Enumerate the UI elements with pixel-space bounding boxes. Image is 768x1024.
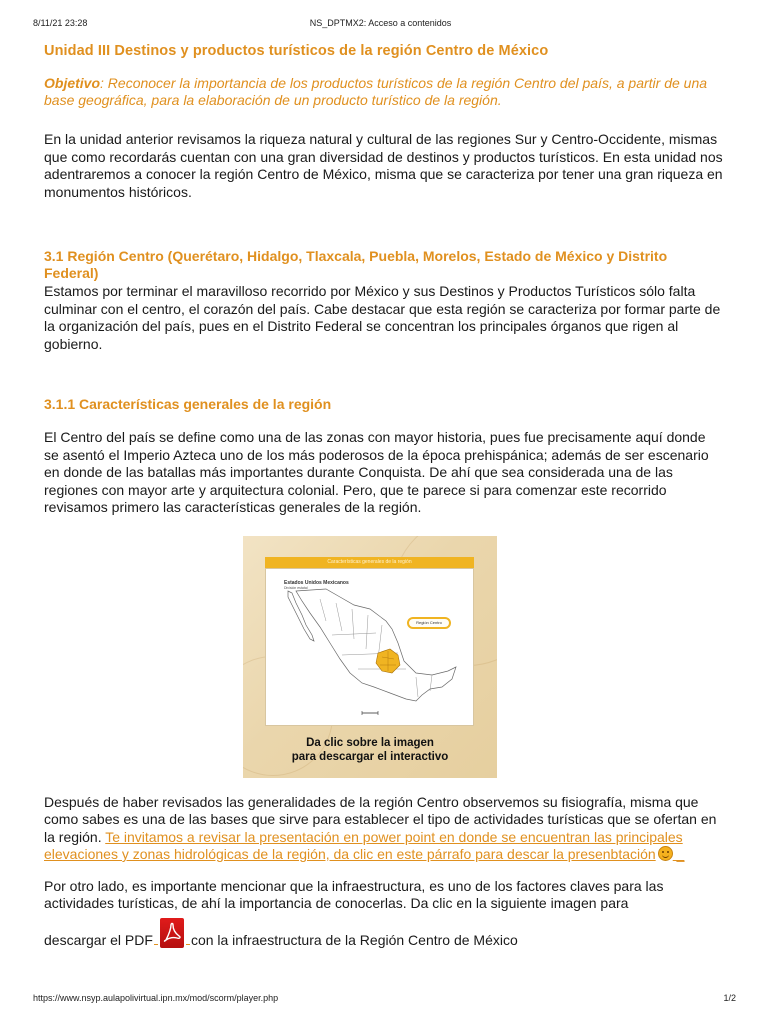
region-centro-button[interactable]: Región Centro [407,617,451,629]
scorm-content [44,42,724,955]
print-url: https://www.nsyp.aulapolivirtual.ipn.mx/mod/scorm/player.php [33,993,279,1003]
map-banner: Características generales de la región [265,557,474,568]
cta-line-1: Da clic sobre la imagen [306,736,434,749]
mexico-map-panel [265,568,474,726]
infrastructure-paragraph [44,878,724,955]
objective-text: : Reconocer la importancia de los productos turísticos de la región Centro del país, a partir de una base geográfica, para la elaboración de un producto turístico de la región. [44,75,708,108]
section-3-1-paragraph: Estamos por terminar el maravilloso recorrido por México y sus Destinos y Productos Turísticos sólo falta culminar con el centro, el corazón del país. Cabe destacar que esta región se caracteriza por formar parte de la organización del país, pues en el Distrito Federal se concentran los principales órganos que rigen al gobierno. [44,283,721,352]
pdf-link-underscore [186,933,190,945]
presentation-link-trailing: _ [672,846,685,862]
mexico-map-icon [266,569,473,725]
objective-label: Objetivo [44,75,101,91]
download-interactive-caption [243,736,497,764]
map-panel-title: Estados Unidos Mexicanos [284,579,349,586]
physiography-paragraph [44,794,724,864]
section-3-1-1-heading: 3.1.1 Características generales de la región [44,396,332,412]
unit-title: Unidad III Destinos y productos turísticos de la región Centro de México [44,43,549,59]
pdf-text-after: con la infraestructura de la Región Centro de México [190,931,518,948]
pdf-icon[interactable] [159,918,185,948]
objective [44,75,724,109]
smiley-icon [658,846,673,861]
presentation-download-link[interactable] [44,829,684,863]
print-page-number: 1/2 [723,993,736,1003]
pdf-link-underscore [154,933,158,945]
print-page-title: NS_DPTMX2: Acceso a contenidos [309,18,452,28]
print-datetime: 8/11/21 23:28 [33,18,88,28]
cta-line-2: para descargar el interactivo [291,750,449,763]
section-3-1-heading: 3.1 Región Centro (Querétaro, Hidalgo, Tlaxcala, Puebla, Morelos, Estado de México y Distrito Federal) [44,248,668,281]
interactive-map-image[interactable] [243,536,497,778]
print-footer [33,993,736,1007]
section-3-1-1-paragraph: El Centro del país se define como una de las zonas con mayor historia, pues fue precisamente aquí donde se asentó el Imperio Azteca uno de los más poderosos de la época prehispánica; además de ser escenario en donde de las batallas más importantes durante Conquista. De ahí que sea considerada una de las regiones con mayor arte y arquitectura colonial. Pero, que te parece si para comenzar este recorrido revisamos primero las características generales de la región. [44,429,709,515]
presentation-link-text: Te invitamos a revisar la presentación en power point en donde se encuentran las principales elevaciones y zonas hidrológicas de la región, da clic en este párrafo para descar la presenbtación [44,828,683,862]
pdf-text-before: descargar el PDF [44,931,153,948]
print-header [33,18,728,32]
map-panel-subtitle: División estatal [284,585,308,590]
physiography-text: Después de haber revisados las generalidades de la región Centro observemos su fisiografía, misma que como sabes es una de las bases que sirve para establecer el tipo de actividades turísticas que se ofertan en la región. [44,793,717,845]
pdf-download-line [44,918,724,955]
infrastructure-text: Por otro lado, es importante mencionar que la infraestructura, es uno de los factores claves para las actividades turísticas, de ahí la importancia de conocerlas. Da clic en la siguiente imagen para [44,877,664,911]
intro-paragraph: En la unidad anterior revisamos la riqueza natural y cultural de las regiones Sur y Centro-Occidente, mismas que como recordarás cuentan con una gran diversidad de destinos y productos turísticos. En esta unidad nos adentraremos a conocer la región Centro de México, misma que se caracteriza por tener una gran riqueza en monumentos históricos. [44,131,723,200]
